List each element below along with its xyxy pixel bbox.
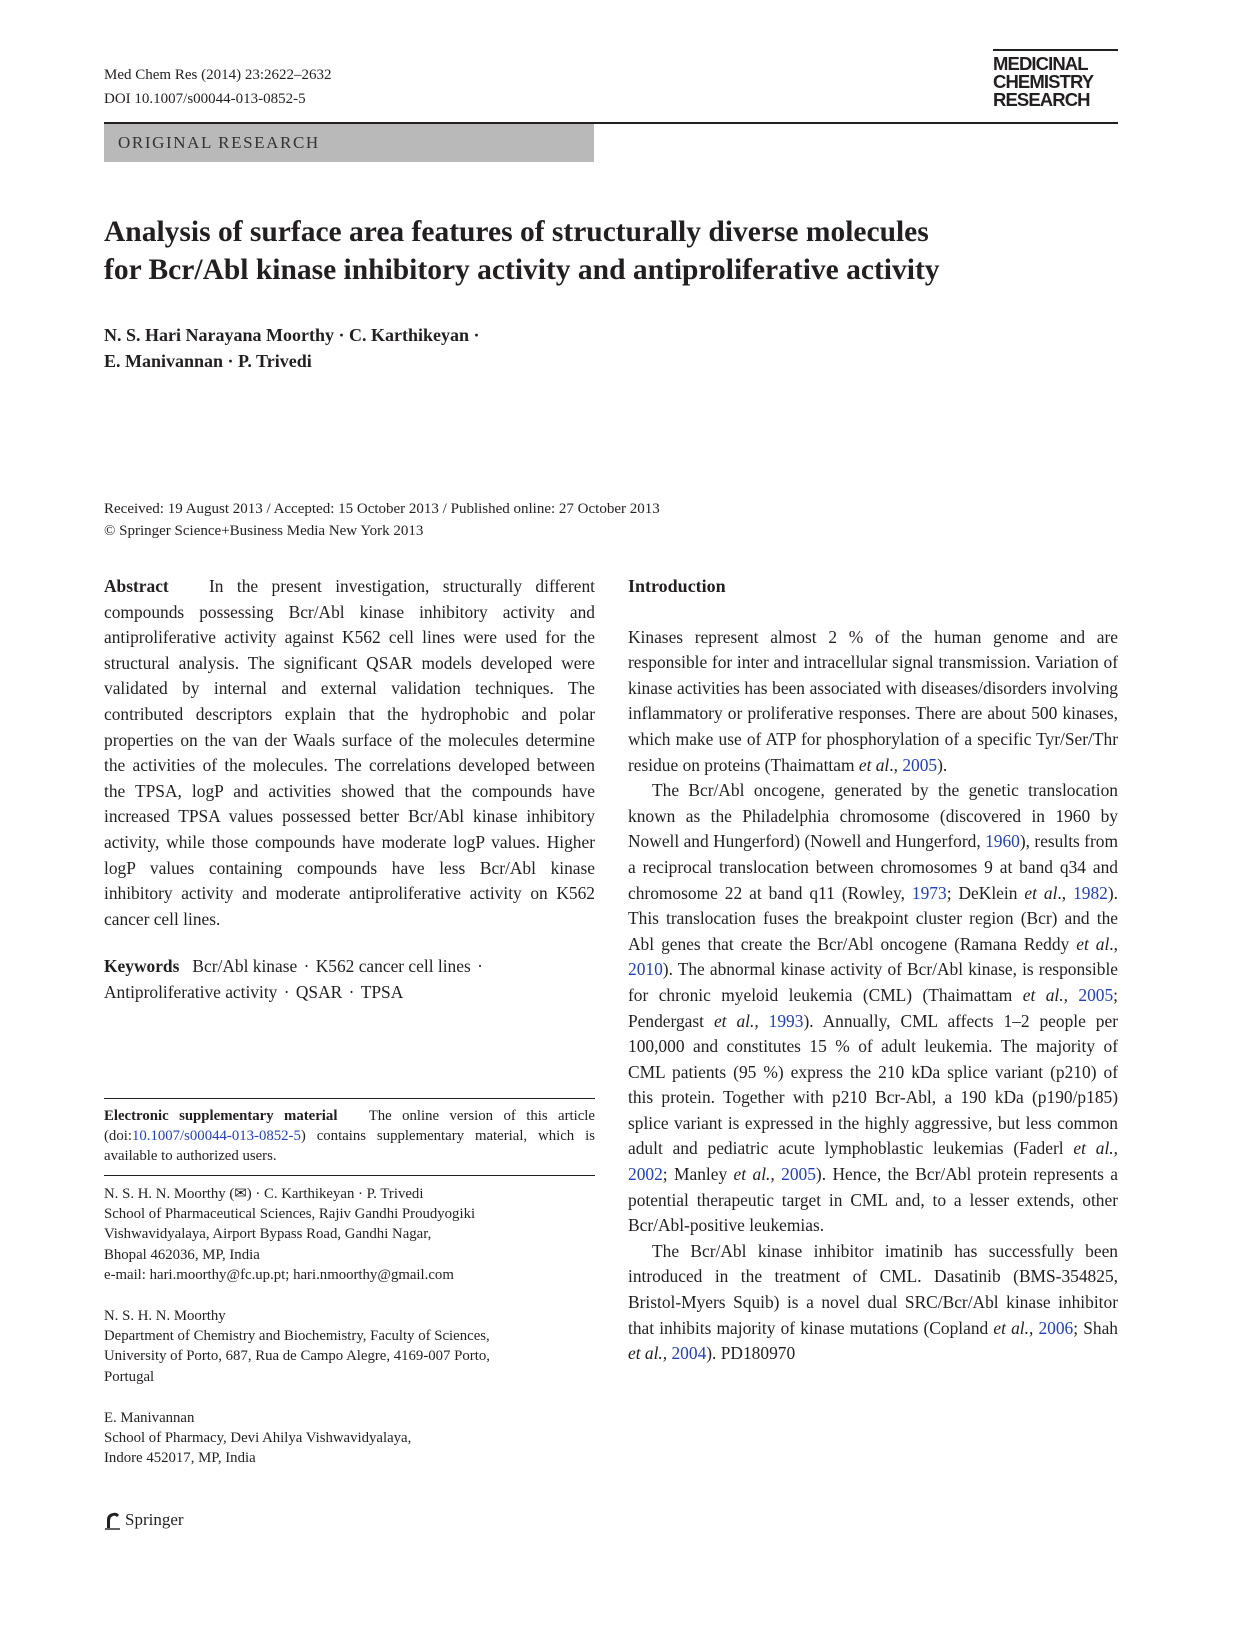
affiliation-names: N. S. H. N. Moorthy (✉) · C. Karthikeyan · P. Trivedi [104,1186,424,1202]
affiliation-names: E. Manivannan [104,1410,195,1426]
journal-citation [104,63,331,111]
citation-link[interactable]: 2005 [1078,984,1114,1005]
keywords: Keywords Bcr/Abl kinase · K562 cancer cell lines · Antiproliferative activity · QSAR · TPSA [104,956,483,1002]
supplementary-text: The online version of this article (doi: [104,1108,595,1144]
section-label: ORIGINAL RESEARCH [104,124,594,162]
authors-line: N. S. Hari Narayana Moorthy · C. Karthikeyan · [104,325,480,345]
keyword: K562 cancer cell lines [315,956,471,977]
authors [104,322,480,374]
affiliation-line: Bhopal 462036, MP, India [104,1246,260,1263]
citation-link[interactable]: 2005 [781,1164,816,1185]
publisher-footer [104,1510,184,1530]
keyword: QSAR [295,981,343,1002]
email-line: e-mail: hari.moorthy@fc.up.pt; hari.nmoorthy@gmail.com [104,1266,454,1283]
keywords-label: Keywords [104,956,180,977]
journal-logo [993,49,1118,109]
intro-paragraph: The Bcr/Abl kinase inhibitor imatinib has successfully been introduced in the treatment of CML. Dasatinib (BMS-354825, Bristol-Myers Squib) is a novel dual SRC/Bcr/Abl kinase inhibitor that inhibits majority of kinase mutations (Copland et al., 2006; Shah et al., 2004). PD180970 [628,1240,1118,1364]
journal-ref: Med Chem Res (2014) 23:2622–2632 [104,67,332,83]
publisher-name: Springer [125,1510,184,1529]
citation-link[interactable]: 2006 [1038,1317,1074,1338]
logo-line: CHEMISTRY [993,71,1094,92]
supplementary-label: Electronic supplementary material [104,1108,338,1124]
citation-link[interactable]: 1982 [1073,882,1108,903]
affiliation-line: Portugal [104,1368,155,1385]
left-column [104,574,595,1006]
affiliation-line: Vishwavidyalaya, Airport Bypass Road, Gandhi Nagar, [104,1226,432,1243]
abstract-label: Abstract [104,576,169,596]
logo-line: RESEARCH [993,89,1090,110]
abstract-text: In the present investigation, structurally different compounds possessing Bcr/Abl kinase inhibitory activity and antiproliferative activity against K562 cell lines were used for the structural analysis. The significant QSAR models developed were validated by internal and external validation techniques. The contributed descriptors explain that the hydrophobic and polar properties on the van der Waals surface of the molecules determine the activities of the molecules. The correlations developed between the TPSA, logP and activities showed that the compounds have increased TPSA values possessed better Bcr/Abl kinase inhibitory activity, while those compounds have moderate logP values. Higher logP values containing compounds have less Bcr/Abl kinase inhibitory activity and moderate antiproliferative activity on K562 cancer cell lines. [104,576,595,929]
affiliation-line: School of Pharmaceutical Sciences, Rajiv Gandhi Proudyogiki [104,1206,476,1223]
doi: DOI 10.1007/s00044-013-0852-5 [104,91,306,107]
right-column [628,574,1118,1367]
keyword: Bcr/Abl kinase [192,956,298,977]
copyright-line: © Springer Science+Business Media New York 2013 [104,523,424,539]
title-line: Analysis of surface area features of structurally diverse molecules [104,216,929,248]
title-line: for Bcr/Abl kinase inhibitory activity and antiproliferative activity [104,254,940,286]
citation-link[interactable]: 1973 [911,882,947,903]
springer-horse-icon [104,1510,122,1530]
paper-title [104,213,1114,289]
logo-line: MEDICINAL [993,53,1088,74]
affiliation-names: N. S. H. N. Moorthy [104,1308,226,1324]
supplementary-text: ) contains supplementary material, which is available to authorized users. [104,1128,595,1164]
affiliation [104,1306,595,1387]
citation-link[interactable]: 1993 [768,1010,804,1031]
keyword: TPSA [360,981,404,1002]
affiliation [104,1175,595,1285]
affiliation-line: Department of Chemistry and Biochemistry, Faculty of Sciences, [104,1328,490,1345]
affiliation-line: School of Pharmacy, Devi Ahilya Vishwavidyalaya, [104,1430,412,1447]
citation-link[interactable]: 2002 [628,1164,663,1185]
abstract [104,574,595,932]
citation-link[interactable]: 1960 [985,831,1020,852]
authors-line: E. Manivannan · P. Trivedi [104,351,312,371]
doi-link[interactable]: 10.1007/s00044-013-0852-5 [131,1128,301,1144]
citation-link[interactable]: 2004 [671,1343,707,1364]
intro-paragraph: Kinases represent almost 2 % of the human genome and are responsible for inter and intracellular signal transmission. Variation of kinase activities has been associated with diseases/disorders involving inflammatory or proliferative responses. There are about 500 kinases, which make use of ATP for phosphorylation of a specific Tyr/Ser/Thr residue on proteins (Thaimattam et al., 2005). [628,626,1118,775]
affiliation-line: Indore 452017, MP, India [104,1450,256,1467]
introduction-heading: Introduction [628,576,726,596]
intro-paragraph: The Bcr/Abl oncogene, generated by the genetic translocation known as the Philadelphia chromosome (discovered in 1960 by Nowell and Hungerford) (Nowell and Hungerford, 1960), results from a reciprocal translocation between chromosomes 9 at band q34 and chromosome 22 at band q11 (Rowley, 1973; DeKlein et al., 1982). This translocation fuses the breakpoint cluster region (Bcr) and the Abl genes that create the Bcr/Abl oncogene (Ramana Reddy et al., 2010). The abnormal kinase activity of Bcr/Abl kinase, is responsible for chronic myeloid leukemia (CML) (Thaimattam et al., 2005; Pendergast et al., 1993). Annually, CML affects 1–2 people per 100,000 and constitutes 15 % of adult leukemia. The majority of CML patients (95 %) express the 210 kDa splice variant (p210) of this protein. Together with p210 Bcr-Abl, a 190 kDa (p190/p185) splice variant is expressed in the highly aggressive, but less common adult and pediatric acute lymphoblastic leukemias (Faderl et al., 2002; Manley et al., 2005). Hence, the Bcr/Abl protein represents a potential therapeutic target in CML and, to a lesser extends, other Bcr/Abl-positive leukemias. [628,780,1118,1236]
dates-line: Received: 19 August 2013 / Accepted: 15 October 2013 / Published online: 27 October 2013 [104,501,660,517]
affiliation [104,1408,595,1469]
affiliation-line: University of Porto, 687, Rua de Campo Alegre, 4169-007 Porto, [104,1348,490,1365]
keyword: Antiproliferative activity [104,981,278,1002]
supplementary-material-note [104,1098,595,1166]
citation-link[interactable]: 2005 [902,754,938,775]
citation-link[interactable]: 2010 [628,959,663,980]
publication-dates [104,498,660,542]
